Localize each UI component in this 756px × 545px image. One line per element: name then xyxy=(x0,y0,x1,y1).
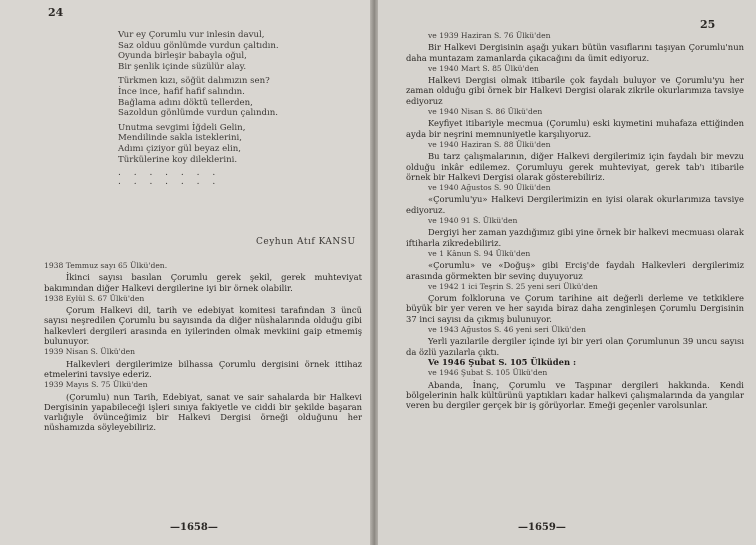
review-paragraph: Yerli yazılarile dergiler içinde iyi bir yeri olan Çorumlunun 39 uncu sayısı da özlü yazılarla çıktı. xyxy=(406,336,744,357)
poem-line: Mendilinde sakla isteklerini, xyxy=(118,133,242,144)
folio: —1658— xyxy=(170,522,218,533)
source-reference: ve 1940 Nisan S. 86 Ülkü'den xyxy=(428,107,543,117)
source-reference: ve 1 Kânun S. 94 Ülkü'den xyxy=(428,248,531,258)
folio: —1659— xyxy=(518,522,566,533)
poem-signature: Ceyhun Atıf KANSU xyxy=(256,237,356,247)
ellipsis-row: . . . . . . . xyxy=(118,168,221,179)
review-paragraph: (Çorumlu) nun Tarih, Edebiyat, sanat ve sair sahalarda bir Halkevi Dergisinin yapabileceği işleri sınıya fakiyetle ve ciddi bir şekilde başaran varlığıyle övünceğimiz bir Halkevi Dergisi örneği olduğunu her nüshamızda söyleyebiliriz. xyxy=(44,391,362,433)
poem-line: Adımı çiziyor gül beyaz elin, xyxy=(118,143,241,154)
poem-stanza xyxy=(118,30,358,72)
right-page xyxy=(378,0,756,545)
source-reference: 1938 Eylül S. 67 Ülkü'den xyxy=(44,293,145,303)
source-reference: ve 1940 Ağustos S. 90 Ülkü'den xyxy=(428,183,551,193)
source-reference: 1938 Temmuz sayı 65 Ülkü'den. xyxy=(44,261,168,270)
review-paragraph: Halkevleri dergilerimize bilhassa Çorumlu dergisini örnek ittihaz etmelerini tavsiye ederiz. xyxy=(44,358,362,379)
poem-stanza xyxy=(118,76,358,118)
poem-line: Türkmen kızı, söğüt dalımızın sen? xyxy=(118,76,270,87)
left-page xyxy=(0,0,374,545)
source-reference: ve 1939 Haziran S. 76 Ülkü'den xyxy=(428,31,551,40)
poem-line: Bir şenlik içinde süzülür alay. xyxy=(118,61,247,72)
poem-line: Unutma sevgimi İğdeli Gelin, xyxy=(118,122,246,133)
source-reference: ve 1943 Ağustos S. 46 yeni seri Ülkü'den xyxy=(428,325,586,335)
source-reference: ve 1940 Mart S. 85 Ülkü'den xyxy=(428,63,539,73)
review-paragraph: İkinci sayısı basılan Çorumlu gerek şekil, gerek muhteviyat bakımından diğer Halkevi dergilerine iyi bir örnek olabilir. xyxy=(44,272,362,293)
poem-stanza xyxy=(118,123,358,165)
review-entries xyxy=(44,260,362,433)
source-reference: ve 1940 91 S. Ülkü'den xyxy=(428,216,518,226)
review-paragraph: «Çorumlu'yu» Halkevi Dergilerimizin en iyisi olarak okurlarımıza tavsiye ediyoruz. xyxy=(406,194,744,215)
review-paragraph: Bir Halkevi Dergisinin aşağı yukarı bütün vasıflarını taşıyan Çorumlu'nun daha muntazam zamanlarda çıkacağını da ümit ediyoruz. xyxy=(406,42,744,63)
poem-line: Türkülerine koy dileklerini. xyxy=(118,154,238,165)
source-reference: ve 1942 1 ici Teşrin S. 25 yeni seri Ülkü'den xyxy=(428,281,598,291)
review-paragraph: Abanda, İnanç, Çorumlu ve Taşpınar dergileri hakkında. Kendi bölgelerinin halk kültürünü yaptıkları kadar halkevi çalışmalarında da yangılar veren bu dergiler gerçek bir iş görüyorlar. Emeği geçenler varolsunlar. xyxy=(406,379,744,411)
page-number: 25 xyxy=(700,18,716,31)
review-paragraph: Bu tarz çalışmalarının, diğer Halkevi dergilerimiz için faydalı bir mevzu olduğu inkâr edilemez. Çorumluyu gerek muhteviyat, gerek tab'ı itibarile örnek bir Halkevi Dergisi olarak gösterebiliriz. xyxy=(406,151,744,182)
review-paragraph: Çorum folklоruna ve Çorum tarihine ait değerli derleme ve tetkiklere büyük bir yer veren ve her sayıda biraz daha zenginleşen Çorumlu Dergisinin 37 inci sayısı da çıkmış bulunuyor. xyxy=(406,293,744,324)
review-paragraph: Dergiyi her zaman yazdığımız gibi yine örnek bir halkevi mecmuası olarak iftiharla zikredebiliriz. xyxy=(406,227,744,248)
poem-line: Saz olduu gönlümde vurdun çaltıdın. xyxy=(118,40,279,51)
review-paragraph: Çorum Halkevi dil, tarih ve edebiyat komitesi tarafından 3 üncü sayısı neşredilen Çorumlu bu sayısında da diğer nüshalarında olduğu gibi halkevleri dergileri arasında en iyilerinden olmak mevkiini gaip etmemiş bulunuyor. xyxy=(44,305,362,347)
poem xyxy=(118,30,358,187)
poem-line: Oyunda birleşir babayla oğul, xyxy=(118,51,247,62)
section-heading: Ve 1946 Şubat S. 105 Ülküden : xyxy=(428,356,577,367)
poem-line: Bağlama adını döktü tellerden, xyxy=(118,97,253,108)
source-reference: 1939 Nisan S. Ülkü'den xyxy=(44,347,135,357)
source-reference: 1939 Mayıs S. 75 Ülkü'den xyxy=(44,380,148,390)
review-paragraph: Keyfiyet itibariyle mecmua (Çorumlu) eski kıymetini muhafaza ettiğinden ayda bir neşrini memnuniyetle karşılıyoruz. xyxy=(406,118,744,139)
poem-line: Sazoldun gönlümde vurdun çalındın. xyxy=(118,108,279,119)
poem-line: İnce ince, hafif hafif salındın. xyxy=(118,86,245,97)
source-reference: ve 1940 Haziran S. 88 Ülkü'den xyxy=(428,139,551,149)
poem-line: Vur ey Çorumlu vur inlesin davul, xyxy=(118,30,265,40)
review-paragraph: «Çorumlu» ve «Doğuş» gibi Erciş'de faydalı Halkevleri dergilerimiz arasında görmekten bir sevinç duyuyoruz xyxy=(406,260,744,281)
page-number: 24 xyxy=(48,6,64,19)
source-reference: ve 1946 Şubat S. 105 Ülkü'den xyxy=(428,368,548,378)
review-entries xyxy=(406,30,744,410)
ellipsis-row: . . . . . . . xyxy=(118,177,221,188)
review-paragraph: Halkevi Dergisi olmak itibarile çok faydalı buluyor ve Çorumlu'yu her zaman olduğu gibi örnek bir Halkevi Dergisi olarak zikrile okurlarımıza tavsiye ediyoruz xyxy=(406,75,744,106)
